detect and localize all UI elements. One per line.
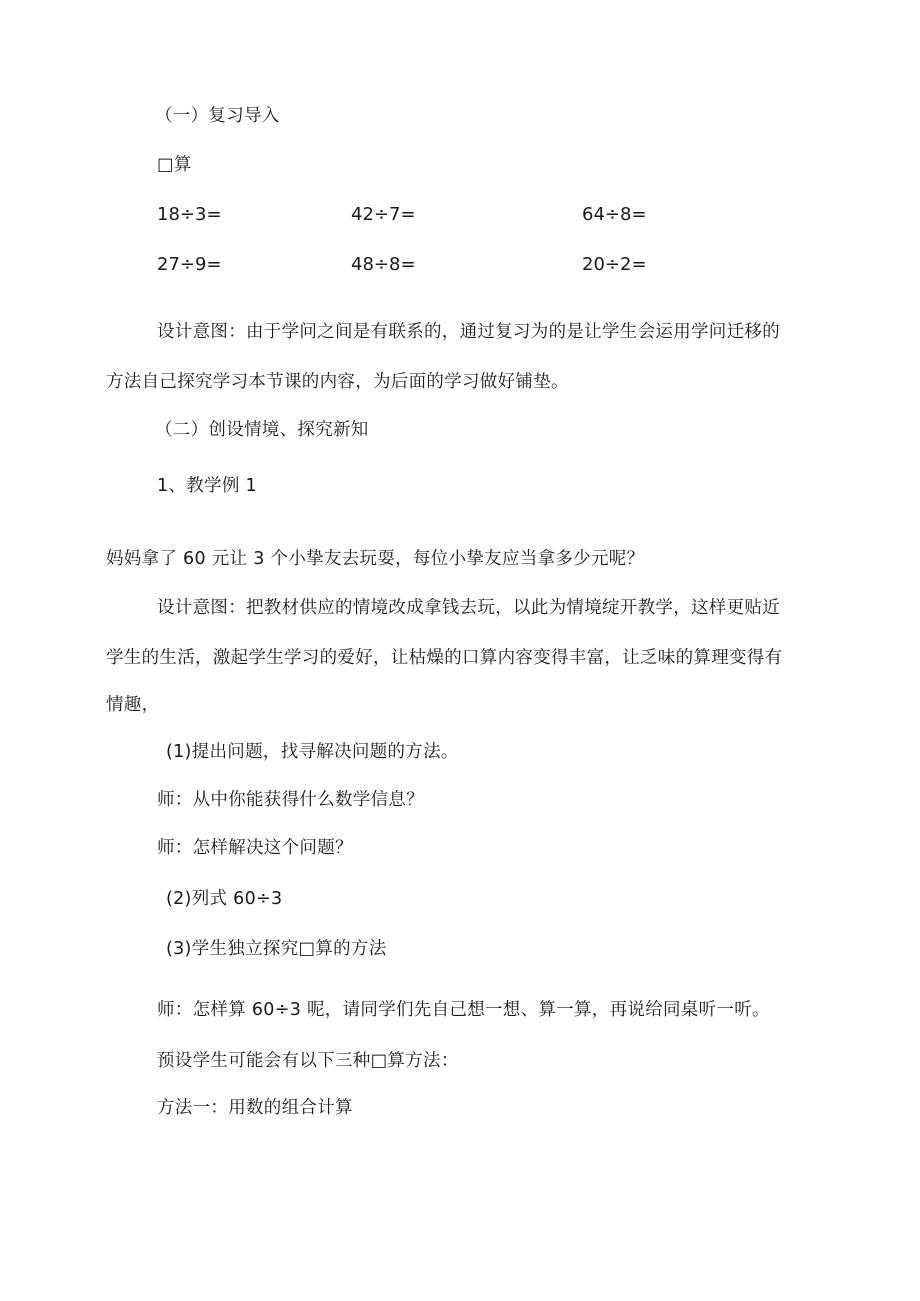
design-intent-example-line-3: 情趣，	[106, 695, 160, 715]
teacher-question-2: 师：怎样解决这个问题？	[157, 838, 353, 858]
design-intent-example-line-1: 设计意图：把教材供应的情境改成拿钱去玩，以此为情境绽开教学，这样更贴近	[157, 598, 780, 618]
method-1: 方法一：用数的组合计算	[157, 1098, 353, 1118]
preset-methods: 预设学生可能会有以下三种□算方法：	[157, 1051, 459, 1071]
design-intent-review-line-2: 方法自己探究学习本节课的内容，为后面的学习做好铺垫。	[106, 372, 569, 392]
teacher-question-3: 师：怎样算 60÷3 呢，请同学们先自己想一想、算一算，再说给同桌听一听。	[157, 1000, 770, 1020]
exercise-item: 18÷3=	[157, 204, 222, 225]
step-2: (2)列式 60÷3	[166, 889, 283, 909]
oral-calc-label: □算	[157, 155, 192, 175]
example-title: 1、教学例 1	[157, 476, 257, 496]
exercise-item: 27÷9=	[157, 254, 222, 275]
exercise-item: 20÷2=	[582, 254, 647, 275]
step-3: (3)学生独立探究□算的方法	[166, 939, 387, 959]
exercise-item: 42÷7=	[351, 204, 416, 225]
section-heading-new-knowledge: （二）创设情境、探究新知	[155, 420, 369, 440]
section-heading-review: （一）复习导入	[155, 106, 280, 126]
exercise-item: 48÷8=	[351, 254, 416, 275]
word-problem: 妈妈拿了 60 元让 3 个小挚友去玩耍，每位小挚友应当拿多少元呢？	[106, 549, 645, 569]
design-intent-review-line-1: 设计意图：由于学问之间是有联系的，通过复习为的是让学生会运用学问迁移的	[157, 322, 780, 342]
teacher-question-1: 师：从中你能获得什么数学信息？	[157, 790, 424, 810]
design-intent-example-line-2: 学生的生活，激起学生学习的爱好，让枯燥的口算内容变得丰富，让乏味的算理变得有	[106, 648, 783, 668]
exercise-item: 64÷8=	[582, 204, 647, 225]
step-1: (1)提出问题，找寻解决问题的方法。	[166, 742, 459, 762]
